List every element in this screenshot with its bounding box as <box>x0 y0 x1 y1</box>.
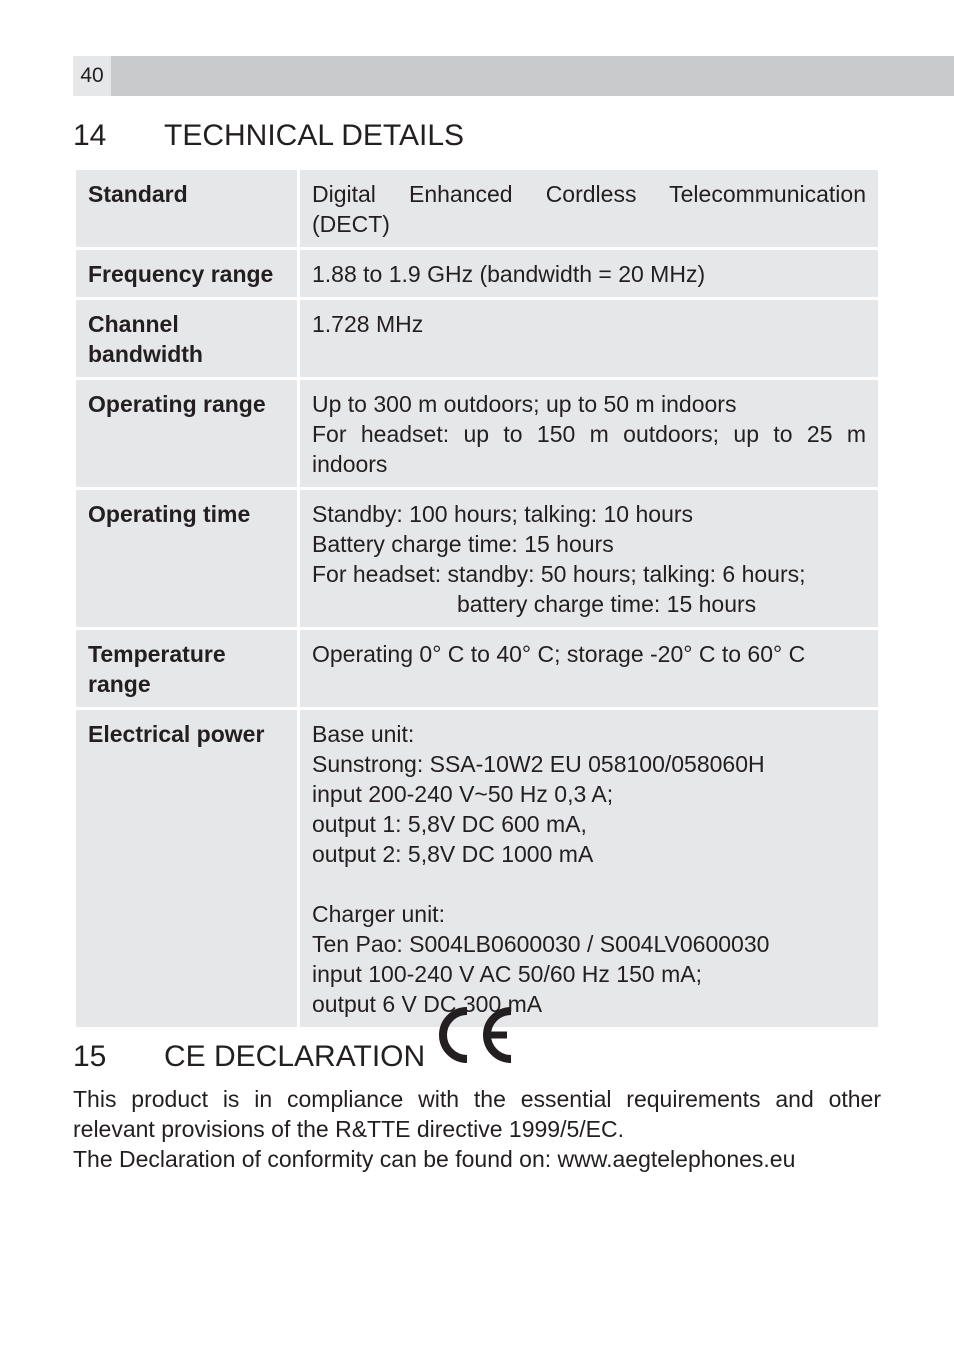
technical-details-table <box>73 167 881 1030</box>
spec-value <box>300 630 878 707</box>
spec-value-line: 1.88 to 1.9 GHz (bandwidth = 20 MHz) <box>312 261 706 287</box>
spec-value-line: 1.728 MHz <box>312 311 424 337</box>
table-row <box>76 710 878 1027</box>
spec-value-line: Battery charge time: 15 hours <box>312 531 614 557</box>
table-row <box>76 250 878 297</box>
page-header-bar <box>73 56 954 96</box>
page-number: 40 <box>73 56 111 96</box>
spec-value <box>300 300 878 377</box>
spec-value-line: input 200-240 V~50 Hz 0,3 A; <box>312 781 614 807</box>
table-row <box>76 170 878 247</box>
section-number: 14 <box>73 119 107 152</box>
spec-value-blank-line <box>312 869 866 899</box>
spec-value-line: Digital Enhanced Cordless Telecommunication (DECT) <box>312 181 866 237</box>
spec-value-line: Charger unit: <box>312 901 445 927</box>
spec-label: Electrical power <box>76 710 297 1027</box>
section-title: CE DECLARATION <box>164 1040 426 1073</box>
spec-value-line: output 2: 5,8V DC 1000 mA <box>312 841 594 867</box>
table-row <box>76 630 878 707</box>
spec-value-line: Ten Pao: S004LB0600030 / S004LV0600030 <box>312 931 770 957</box>
section-heading-technical-details <box>73 113 464 153</box>
spec-value-line: input 100-240 V AC 50/60 Hz 150 mA; <box>312 961 702 987</box>
spec-value <box>300 250 878 297</box>
section-title: TECHNICAL DETAILS <box>164 119 465 152</box>
spec-label: Channel bandwidth <box>76 300 297 377</box>
spec-value-line: Standby: 100 hours; talking: 10 hours <box>312 501 694 527</box>
spec-value-line: For headset: standby: 50 hours; talking: 6 hours; <box>312 561 806 587</box>
spec-value-line: Up to 300 m outdoors; up to 50 m indoors <box>312 391 737 417</box>
spec-value-line: battery charge time: 15 hours <box>457 591 757 617</box>
table-row <box>76 380 878 487</box>
spec-label: Operating time <box>76 490 297 627</box>
spec-value <box>300 170 878 247</box>
spec-label: Operating range <box>76 380 297 487</box>
spec-value-line: Base unit: <box>312 721 415 747</box>
table-row <box>76 300 878 377</box>
ce-mark-icon <box>431 1006 517 1072</box>
spec-value-line: output 1: 5,8V DC 600 mA, <box>312 811 587 837</box>
spec-value-line: Sunstrong: SSA-10W2 EU 058100/058060H <box>312 751 765 777</box>
compliance-paragraph: This product is in compliance with the essential requirements and other relevant provisions of the R&TTE directive 1999/5/EC. <box>73 1086 881 1142</box>
spec-label: Temperature range <box>76 630 297 707</box>
spec-label: Frequency range <box>76 250 297 297</box>
section-heading-ce-declaration <box>73 1012 517 1074</box>
conformity-link-paragraph: The Declaration of conformity can be found on: www.aegtelephones.eu <box>73 1146 796 1172</box>
spec-value-line: output 6 V DC 300 mA <box>312 991 543 1017</box>
table-row <box>76 490 878 627</box>
spec-value <box>300 490 878 627</box>
spec-value-line: Operating 0° C to 40° C; storage -20° C to 60° C <box>312 641 806 667</box>
spec-label: Standard <box>76 170 297 247</box>
section-number: 15 <box>73 1040 107 1073</box>
ce-compliance-text <box>73 1084 881 1174</box>
spec-value-line: For headset: up to 150 m outdoors; up to 25 m indoors <box>312 421 866 477</box>
spec-value <box>300 380 878 487</box>
spec-value <box>300 710 878 1027</box>
